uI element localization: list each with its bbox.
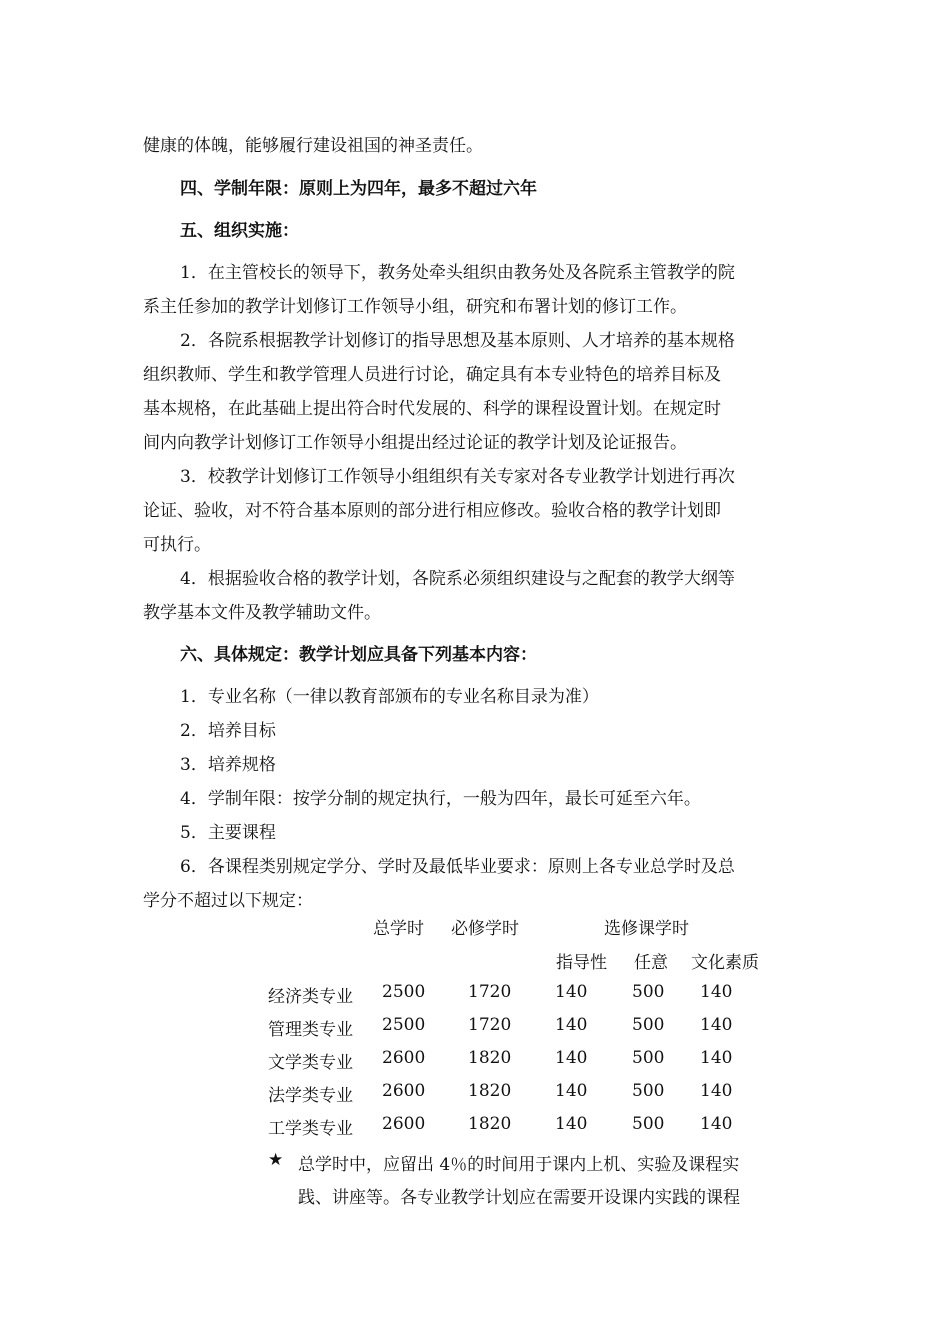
required-hours-value: 1820 — [468, 1114, 512, 1134]
culture-value: 140 — [700, 1048, 733, 1068]
paragraph-line: 教学基本文件及教学辅助文件。 — [143, 603, 381, 623]
major-name: 管理类专业 — [268, 1020, 353, 1040]
required-hours-value: 1820 — [468, 1048, 512, 1068]
list-item: 3．培养规格 — [180, 755, 276, 775]
header-required-hours: 必修学时 — [451, 919, 519, 939]
list-item-continuation: 学分不超过以下规定： — [143, 891, 313, 911]
header-total-hours: 总学时 — [373, 919, 424, 939]
required-hours-value: 1720 — [468, 982, 512, 1002]
guided-value: 140 — [555, 1015, 588, 1035]
optional-value: 500 — [632, 982, 665, 1002]
section-heading-6: 六、具体规定：教学计划应具备下列基本内容： — [180, 645, 537, 665]
paragraph-line: 1．在主管校长的领导下，教务处牵头组织由教务处及各院系主管教学的院 — [180, 263, 735, 283]
paragraph-line: 可执行。 — [143, 535, 211, 555]
list-item: 4．学制年限：按学分制的规定执行，一般为四年，最长可延至六年。 — [180, 789, 701, 809]
total-hours-value: 2600 — [382, 1114, 426, 1134]
list-item: 2．培养目标 — [180, 721, 276, 741]
paragraph-line: 基本规格，在此基础上提出符合时代发展的、科学的课程设置计划。在规定时 — [143, 399, 721, 419]
header-culture: 文化素质 — [691, 953, 759, 973]
optional-value: 500 — [632, 1015, 665, 1035]
guided-value: 140 — [555, 982, 588, 1002]
paragraph-line: 组织教师、学生和教学管理人员进行讨论，确定具有本专业特色的培养目标及 — [143, 365, 721, 385]
culture-value: 140 — [700, 1114, 733, 1134]
note-line: 践、讲座等。各专业教学计划应在需要开设课内实践的课程 — [298, 1188, 740, 1208]
section-heading-5: 五、组织实施： — [180, 221, 299, 241]
header-optional: 任意 — [634, 953, 668, 973]
paragraph-line: 3．校教学计划修订工作领导小组组织有关专家对各专业教学计划进行再次 — [180, 467, 735, 487]
list-item: 5．主要课程 — [180, 823, 276, 843]
list-item: 1．专业名称（一律以教育部颁布的专业名称目录为准） — [180, 687, 599, 707]
star-bullet-icon: ★ — [268, 1150, 284, 1170]
paragraph-line: 间内向教学计划修订工作领导小组提出经过论证的教学计划及论证报告。 — [143, 433, 687, 453]
major-name: 工学类专业 — [268, 1119, 353, 1139]
guided-value: 140 — [555, 1114, 588, 1134]
paragraph-line: 4．根据验收合格的教学计划，各院系必须组织建设与之配套的教学大纲等 — [180, 569, 735, 589]
culture-value: 140 — [700, 1015, 733, 1035]
major-name: 法学类专业 — [268, 1086, 353, 1106]
total-hours-value: 2500 — [382, 982, 426, 1002]
note-line: 总学时中，应留出 4％的时间用于课内上机、实验及课程实 — [298, 1155, 740, 1175]
total-hours-value: 2600 — [382, 1081, 426, 1101]
guided-value: 140 — [555, 1048, 588, 1068]
major-name: 经济类专业 — [268, 987, 353, 1007]
header-elective-hours: 选修课学时 — [604, 919, 689, 939]
optional-value: 500 — [632, 1081, 665, 1101]
paragraph-line: 系主任参加的教学计划修订工作领导小组，研究和布署计划的修订工作。 — [143, 297, 687, 317]
optional-value: 500 — [632, 1114, 665, 1134]
header-guided: 指导性 — [556, 953, 607, 973]
total-hours-value: 2500 — [382, 1015, 426, 1035]
paragraph-line: 健康的体魄，能够履行建设祖国的神圣责任。 — [143, 136, 483, 156]
required-hours-value: 1820 — [468, 1081, 512, 1101]
paragraph-line: 论证、验收，对不符合基本原则的部分进行相应修改。验收合格的教学计划即 — [143, 501, 721, 521]
total-hours-value: 2600 — [382, 1048, 426, 1068]
section-heading-4: 四、学制年限：原则上为四年，最多不超过六年 — [180, 179, 537, 199]
major-name: 文学类专业 — [268, 1053, 353, 1073]
optional-value: 500 — [632, 1048, 665, 1068]
guided-value: 140 — [555, 1081, 588, 1101]
culture-value: 140 — [700, 982, 733, 1002]
culture-value: 140 — [700, 1081, 733, 1101]
list-item: 6．各课程类别规定学分、学时及最低毕业要求：原则上各专业总学时及总 — [180, 857, 735, 877]
paragraph-line: 2．各院系根据教学计划修订的指导思想及基本原则、人才培养的基本规格 — [180, 331, 735, 351]
required-hours-value: 1720 — [468, 1015, 512, 1035]
